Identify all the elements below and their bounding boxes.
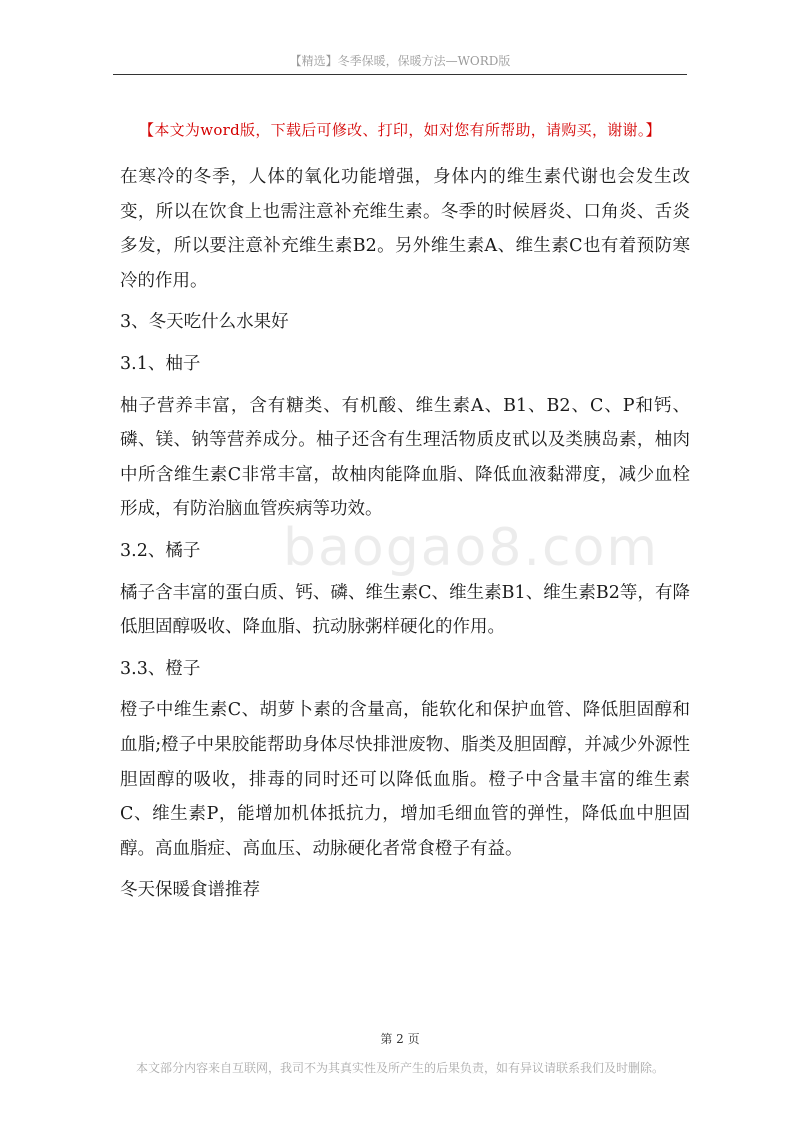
download-notice: 【本文为word版，下载后可修改、打印，如对您有所帮助，请购买，谢谢。】 bbox=[139, 121, 661, 139]
intro-paragraph: 在寒冷的冬季，人体的氧化功能增强，身体内的维生素代谢也会发生改变，所以在饮食上也需注意补充维生素。冬季的时候唇炎、口角炎、舌炎多发，所以要注意补充维生素B2。另外维生素A、维生素C也有着预防寒冷的作用。 bbox=[120, 167, 690, 291]
subsection-heading-pomelo: 3.1、柚子 bbox=[120, 353, 201, 374]
pomelo-paragraph: 柚子营养丰富，含有糖类、有机酸、维生素A、B1、B2、C、P和钙、磷、镁、钠等营养成分。柚子还含有生理活物质皮甙以及类胰岛素，柚肉中所含维生素C非常丰富，故柚肉能降血脂、降低血液黏滞度，减少血栓形成，有防治脑血管疾病等功效。 bbox=[120, 395, 690, 520]
subsection-heading-orange: 3.3、橙子 bbox=[120, 658, 201, 679]
page-header: 【精选】冬季保暖，保暖方法—WORD版 bbox=[289, 54, 511, 68]
document-body bbox=[120, 160, 690, 915]
orange-paragraph: 橙子中维生素C、胡萝卜素的含量高，能软化和保护血管、降低胆固醇和血脂;橙子中果胶能帮助身体尽快排泄废物、脂类及胆固醇，并减少外源性胆固醇的吸收，排毒的同时还可以降低血脂。橙子中含量丰富的维生素C、维生素P，能增加机体抵抗力，增加毛细血管的弹性，降低血中胆固醇。高血脂症、高血压、动脉硬化者常食橙子有益。 bbox=[120, 700, 690, 859]
page-number: 第 2 页 bbox=[380, 1032, 420, 1046]
header-divider bbox=[113, 74, 687, 75]
tangerine-paragraph: 橘子含丰富的蛋白质、钙、磷、维生素C、维生素B1、维生素B2等，有降低胆固醇吸收、降血脂、抗动脉粥样硬化的作用。 bbox=[120, 582, 690, 638]
watermark: baogao8.com bbox=[283, 518, 660, 578]
recipe-heading: 冬天保暖食谱推荐 bbox=[120, 880, 260, 901]
page-footer-disclaimer: 本文部分内容来自互联网，我司不为其真实性及所产生的后果负责，如有异议请联系我们及时删除。 bbox=[135, 1061, 664, 1075]
subsection-heading-tangerine: 3.2、橘子 bbox=[120, 540, 201, 561]
section-heading: 3、冬天吃什么水果好 bbox=[120, 312, 289, 333]
